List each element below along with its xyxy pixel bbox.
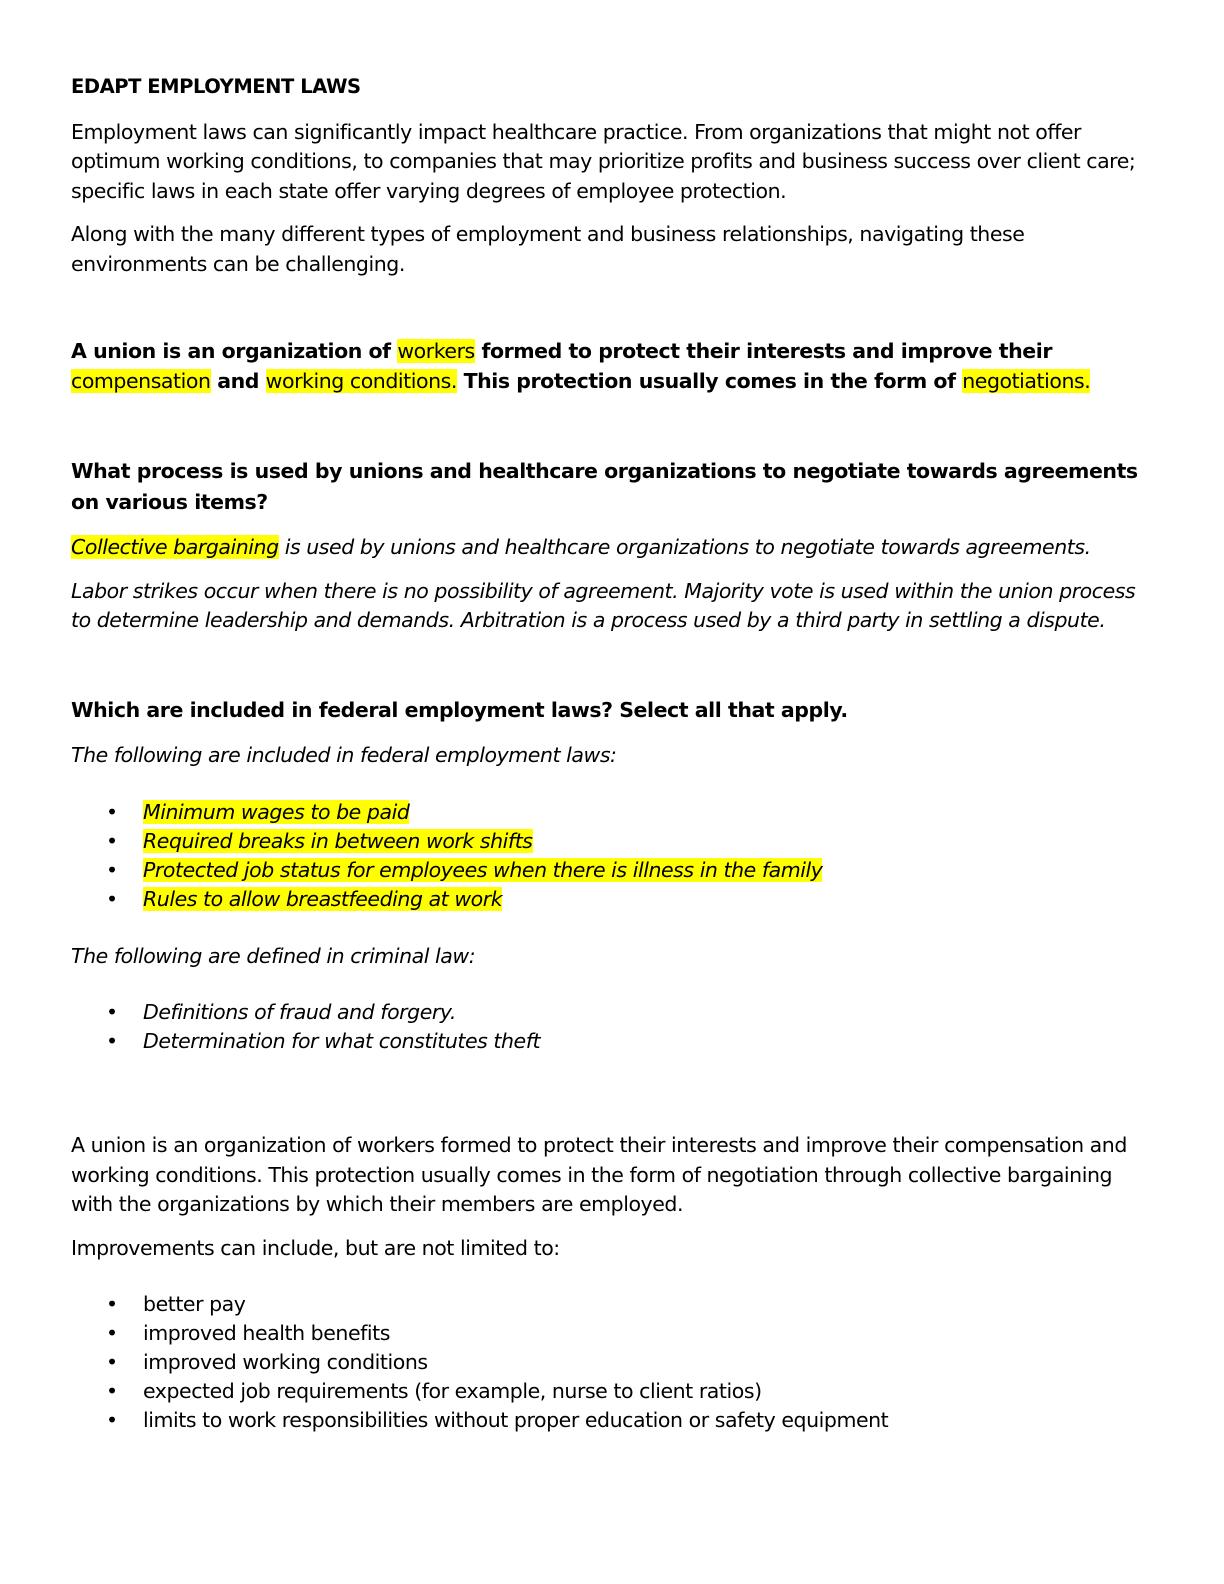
union-text-4: This protection usually comes in the form of [456, 368, 963, 393]
list-item [71, 998, 1153, 1027]
question-1: What process is used by unions and healthcare organizations to negotiate towards agreements on various items? [71, 459, 1138, 514]
highlight-collective-bargaining: Collective bargaining [71, 535, 279, 559]
federal-item-text: Required breaks in between work shifts [143, 828, 533, 853]
bullet: • [106, 799, 118, 824]
bullet: • [106, 1000, 118, 1024]
highlight-compensation: compensation [71, 368, 211, 393]
list-item [71, 1406, 1153, 1435]
intro-paragraph-2: Along with the many different types of employment and business relationships, navigating these environments can be challenging. [71, 222, 1025, 276]
list-item [71, 856, 1153, 885]
federal-item-text: Protected job status for employees when there is illness in the family [143, 857, 823, 882]
list-item [71, 1348, 1153, 1377]
federal-item-text: Rules to allow breastfeeding at work [143, 886, 503, 911]
federal-item-text: Minimum wages to be paid [143, 799, 410, 824]
bullet: • [106, 1408, 118, 1432]
criminal-item-text: Definitions of fraud and forgery. [143, 1000, 456, 1024]
bullet: • [106, 857, 118, 882]
list-item [71, 1377, 1153, 1406]
highlight-negotiations: negotiations. [962, 368, 1091, 393]
bullet: • [106, 886, 118, 911]
union-text-2: formed to protect their interests and improve their [474, 339, 1052, 363]
improvement-text: expected job requirements (for example, nurse to client ratios) [143, 1379, 762, 1403]
highlight-working-conditions: working conditions. [265, 368, 457, 393]
bullet: • [106, 1321, 118, 1345]
federal-laws-list [71, 798, 1153, 914]
list-item [71, 1027, 1153, 1056]
improvements-intro: Improvements can include, but are not limited to: [71, 1235, 560, 1260]
intro-paragraph-1: Employment laws can significantly impact healthcare practice. From organizations that might not offer optimum working conditions, to companies that may prioritize profits and business success over client care; specific laws in each state offer varying degrees of employee protection. [71, 119, 1136, 203]
answer-1-explanation: Labor strikes occur when there is no possibility of agreement. Majority vote is used within the union process to determine leadership and demands. Arbitration is a process used by a third party in settling a dispute. [71, 578, 1136, 632]
improvements-list [71, 1290, 1153, 1435]
bullet: • [106, 1029, 118, 1053]
criminal-law-intro: The following are defined in criminal law: [71, 943, 476, 968]
bullet: • [106, 1292, 118, 1316]
improvement-text: improved working conditions [143, 1350, 428, 1374]
list-item [71, 1290, 1153, 1319]
document-page [71, 72, 1153, 1435]
union-text-3: and [210, 368, 266, 393]
question-2: Which are included in federal employment laws? Select all that apply. [71, 697, 848, 722]
list-item [71, 827, 1153, 856]
improvement-text: improved health benefits [143, 1321, 390, 1345]
bullet: • [106, 1350, 118, 1374]
answer-1-rest: is used by unions and healthcare organizations to negotiate towards agreements. [278, 535, 1091, 559]
criminal-item-text: Determination for what constitutes theft [143, 1029, 541, 1053]
highlight-workers: workers [397, 339, 475, 363]
answer-1 [71, 533, 1153, 563]
improvement-text: better pay [143, 1292, 246, 1316]
list-item [71, 798, 1153, 827]
bullet: • [106, 828, 118, 853]
criminal-law-list [71, 998, 1153, 1056]
document-title: EDAPT EMPLOYMENT LAWS [71, 75, 361, 98]
list-item [71, 1319, 1153, 1348]
improvement-text: limits to work responsibilities without proper education or safety equipment [143, 1408, 889, 1432]
federal-laws-intro: The following are included in federal employment laws: [71, 743, 617, 767]
union-summary: A union is an organization of workers formed to protect their interests and improve their compensation and working conditions. This protection usually comes in the form of negotiation through collective bargaining with the organizations by which their members are employed. [71, 1133, 1127, 1216]
union-text-1: A union is an organization of [71, 339, 398, 363]
list-item [71, 885, 1153, 914]
bullet: • [106, 1379, 118, 1403]
union-definition [71, 337, 1153, 396]
